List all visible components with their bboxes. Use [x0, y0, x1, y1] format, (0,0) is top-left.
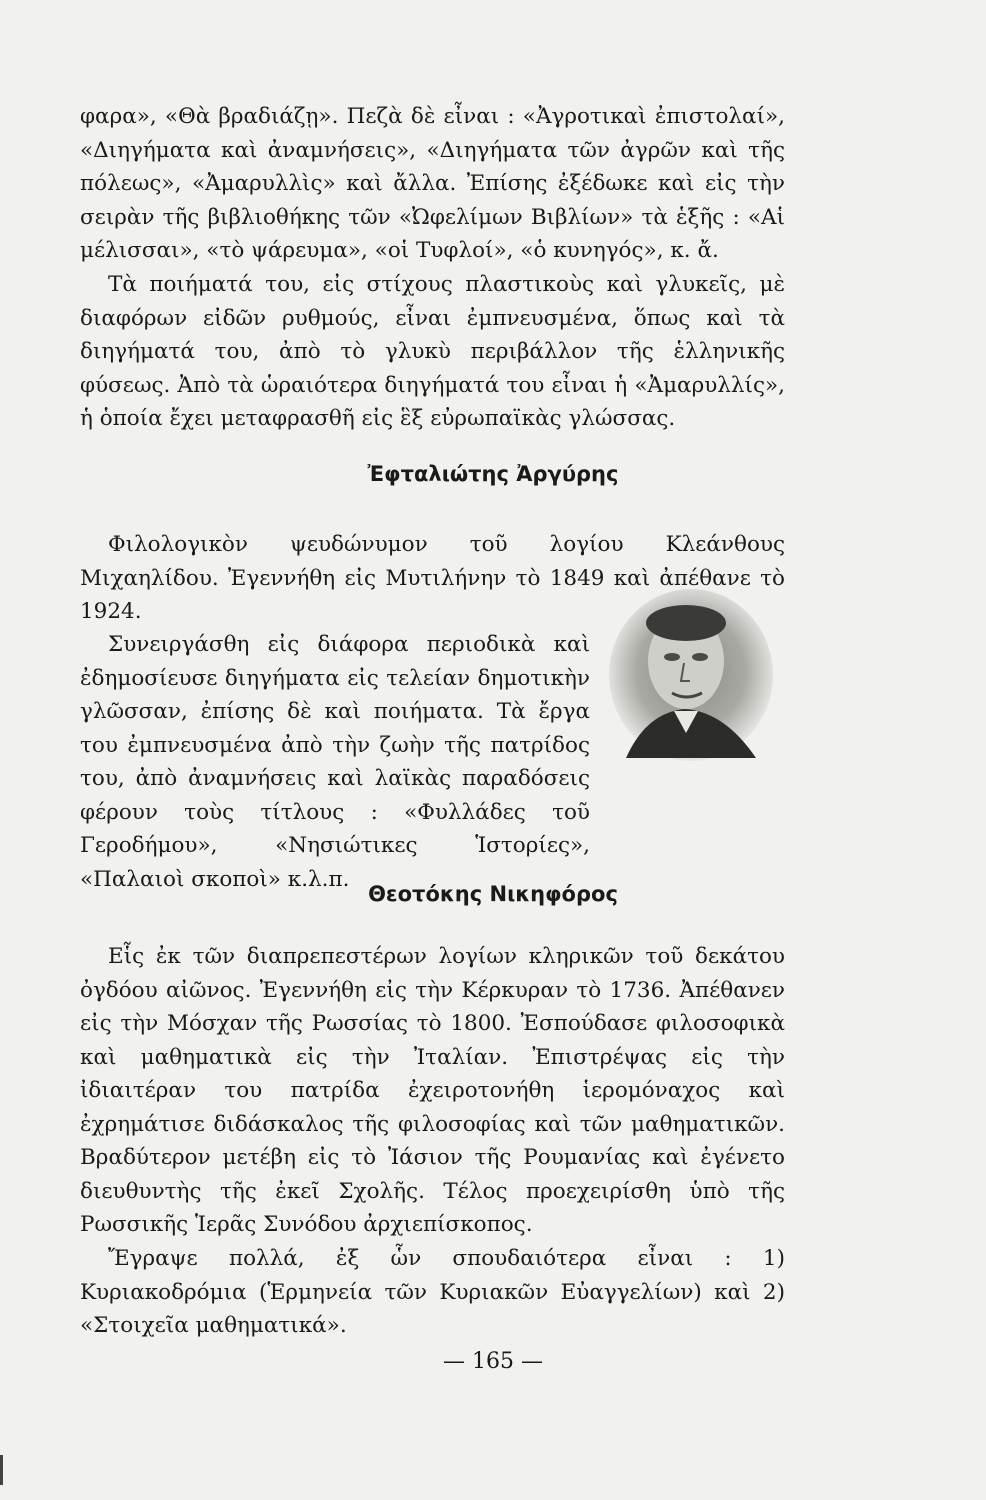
section-heading-eftaliotis: Ἐφταλιώτης Ἀργύρης [367, 462, 619, 486]
poems-paragraph: Τὰ ποιήματά του, εἰς στίχους πλαστικοὺς καὶ γλυκεῖς, μὲ διαφόρων εἰδῶν ρυθμούς, εἶναι ἐμπνευσμένα, ὅπως καὶ τὰ διηγήματά του, ἀπὸ τὸ γλυκὺ περιβάλλον τῆς ἑλληνικῆς φύσεως. Ἀπὸ τὰ ὡραιότερα διηγήματά του εἶναι ἡ «Ἀμαρυλλίς», ἡ ὁποία ἔχει μεταφρασθῆ εἰς ἓξ εὐρωπαϊκὰς γλώσσας. [80, 272, 785, 431]
works-paragraph-upper [80, 628, 590, 896]
theotokis-biography: Εἷς ἐκ τῶν διαπρεπεστέρων λογίων κληρικῶν τοῦ δεκάτου ὀγδόου αἰῶνος. Ἐγεννήθη εἰς τὴν Κέρκυραν τὸ 1736. Ἀπέθανεν εἰς τὴν Μόσχαν τῆς Ρωσσίας τὸ 1800. Ἐσπούδασε φιλοσοφικὰ καὶ μαθηματικὰ εἰς τὴν Ἰταλίαν. Ἐπιστρέψας εἰς τὴν ἰδιαιτέραν του πατρίδα ἐχειροτονήθη ἱερομόναχος καὶ ἐχρημάτισε διδάσκαλος τῆς φιλοσοφίας καὶ τῶν μαθηματικῶν. Βραδύτερον μετέβη εἰς τὸ Ἰάσιον τῆς Ρουμανίας καὶ ἐγένετο διευθυντὴς τῆς ἐκεῖ Σχολῆς. Τέλος προεχειρίσθη ὑπὸ τῆς Ρωσσικῆς Ἱερᾶς Συνόδου ἀρχιεπίσκοπος. [80, 944, 785, 1237]
biography-intro [80, 528, 785, 629]
works-text: Συνειργάσθη εἰς διάφορα περιοδικὰ καὶ ἐδημοσίευσε διηγήματα εἰς τελείαν δημοτικὴν γλῶσσαν, ἐπίσης δὲ καὶ ποιήματα. Τὰ ἔργα του ἐμπνευσμένα ἀπὸ τὴν ζωὴν τῆς πατρίδος του, ἀπὸ ἀναμνήσεις καὶ λαϊκὰς παραδόσεις φέρουν τοὺς τίτλους : «Φυλλάδες τοῦ Γεροδήμου», «Νησιώτικες Ἱστορίες», «Παλαιοὶ σκοποὶ» κ.λ.π. [80, 632, 590, 892]
biography-intro-text: Φιλολογικὸν ψευδώνυμον τοῦ λογίου Κλεάνθους Μιχαηλίδου. Ἐγεννήθη εἰς Μυτιλήνην τὸ 1849 καὶ ἀπέθανε τὸ 1924. [80, 532, 785, 624]
page-number: — 165 — [443, 1349, 543, 1374]
theotokis-works: Ἔγραψε πολλά, ἐξ ὧν σπουδαιότερα εἶναι : 1) Κυριακοδρόμια (Ἑρμηνεία τῶν Κυριακῶν Εὐαγγελίων) καὶ 2) «Στοιχεῖα μαθηματικά». [80, 1246, 785, 1338]
section-heading-theotokis: Θεοτόκης Νικηφόρος [368, 882, 618, 906]
continuation-paragraph: φαρα», «Θὰ βραδιάζῃ». Πεζὰ δὲ εἶναι : «Ἀγροτικαὶ ἐπιστολαί», «Διηγήματα καὶ ἀναμνήσεις», «Διηγήματα τῶν ἀγρῶν καὶ τῆς πόλεως», «Ἀμαρυλλὶς» καὶ ἄλλα. Ἐπίσης ἐξέδωκε καὶ εἰς τὴν σειρὰν τῆς βιβλιοθήκης τῶν «Ὠφελίμων Βιβλίων» τὰ ἑξῆς : «Αἱ μέλισσαι», «τὸ ψάρευμα», «οἱ Τυφλοί», «ὁ κυνηγός», κ. ἄ. [80, 104, 785, 263]
scan-edge-mark [0, 1455, 3, 1485]
